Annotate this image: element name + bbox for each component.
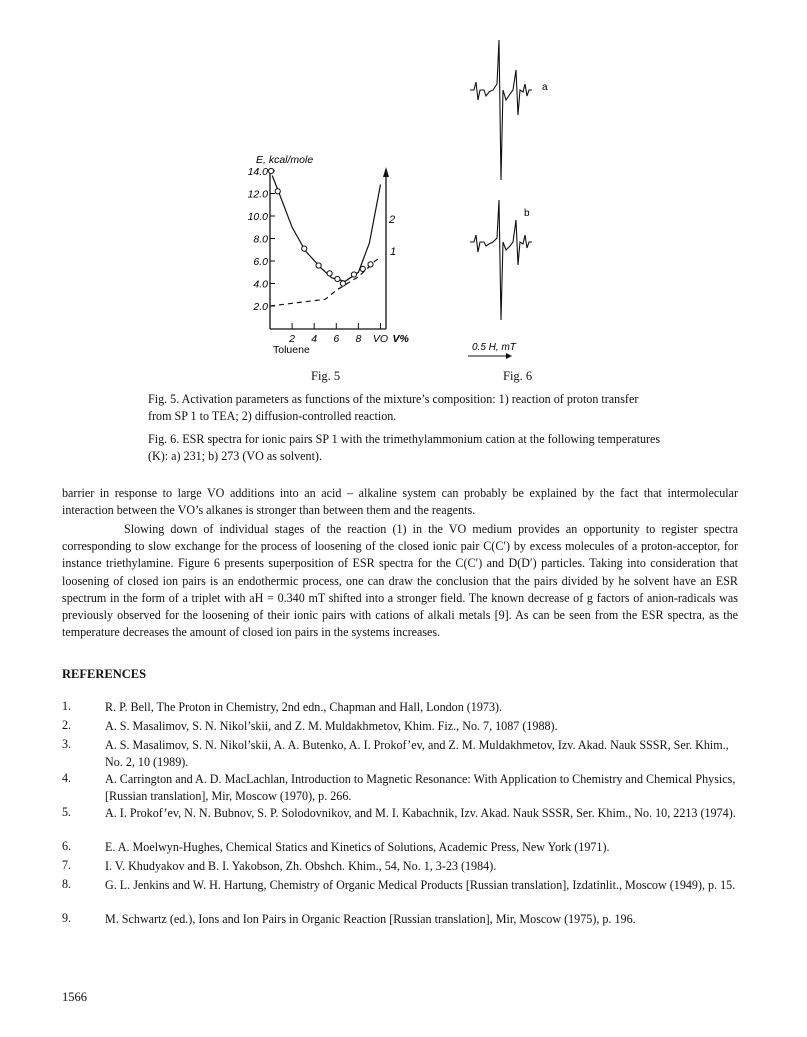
y-tick-label: 2.0: [253, 301, 268, 313]
y-axis-label: E, kcal/mole: [256, 154, 314, 166]
body-paragraph-1: barrier in response to large VO additions into an acid – alkaline system can probably be explained by the fact that intermolecular interaction between the VO’s alkanes is stronger than between them and the reagents.: [62, 486, 738, 518]
data-point-marker: [351, 272, 356, 277]
reference-item: A. I. Prokof’ev, N. N. Bubnov, S. P. Solodovnikov, and M. I. Kabachnik, Izv. Akad. Nauk SSSR, Ser. Khim., No. 10, 2213 (1974).: [105, 806, 736, 820]
y-tick-label: 10.0: [247, 211, 268, 223]
x-tick-label: 4: [311, 333, 318, 345]
figure-5-label: Fig. 5: [311, 369, 341, 383]
spectrum-label-a: a: [542, 82, 548, 93]
reference-item: G. L. Jenkins and W. H. Hartung, Chemistry of Organic Medical Products [Russian translation], Izdatinlit., Moscow (1949), p. 15.: [105, 878, 736, 892]
body-paragraph-2: Slowing down of individual stages of the reaction (1) in the VO medium provides an opportunity to register spectra corresponding to slow exchange for the process of loosening of the closed ionic pair C(C′) by excess molecules of a proton-acceptor, for instance triethylamine. Figure 6 presents superposition of ESR spectra for the C(C′) and D(D′) particles. Taking into consideration that loosening of closed ion pairs is an endothermic process, one can draw the conclusion that the pairs divided by he solvent have an ESR spectrum in the form of a triplet with aH = 0.340 mT shifted into a stronger field. The known decrease of g factors of anion-radicals was previously observed for the loosening of their ionic pairs with cations of alkali metals [9]. As can be seen from the ESR spectra, as the temperature decreases the amount of closed ion pairs in the systems increases.: [62, 522, 738, 640]
reference-item: E. A. Moelwyn-Hughes, Chemical Statics and Kinetics of Solutions, Academic Press, New York (1971).: [105, 840, 610, 854]
x-tick-label: 2: [289, 333, 296, 345]
reference-item: A. Carrington and A. D. MacLachlan, Introduction to Magnetic Resonance: With Application to Chemistry and Chemical Physics, [Russian translation], Mir, Moscow (1970), p. 266.: [105, 772, 736, 803]
spectrum-label-b: b: [524, 208, 530, 219]
data-point-marker: [275, 189, 280, 194]
esr-spectrum-b: [470, 200, 532, 320]
page-number: 1566: [62, 990, 87, 1004]
y-axis-arrow: [383, 167, 389, 177]
figure-6-caption: Fig. 6. ESR spectra for ionic pairs SP 1 with the trimethylammonium cation at the following temperatures (K): a) 231; b) 273 (VO as solvent).: [148, 432, 661, 463]
curve-2: [272, 176, 380, 282]
data-point-marker: [269, 168, 274, 173]
reference-number: 6.: [62, 839, 72, 853]
reference-item: M. Schwartz (ed.), Ions and Ion Pairs in Organic Reaction [Russian translation], Mir, Moscow (1975), p. 196.: [105, 912, 636, 926]
figure-5-chart: [240, 145, 440, 360]
reference-number: 3.: [62, 737, 72, 751]
data-point-marker: [368, 262, 373, 267]
y-tick-label: 14.0: [247, 166, 268, 178]
curve-1: [270, 258, 381, 306]
data-point-marker: [340, 281, 345, 286]
reference-number: 4.: [62, 771, 72, 785]
reference-number: 5.: [62, 805, 72, 819]
curves: [269, 168, 381, 306]
curve-label-1: 1: [390, 246, 397, 258]
data-point-marker: [302, 246, 307, 251]
references-heading: REFERENCES: [62, 667, 147, 681]
reference-item: I. V. Khudyakov and B. I. Yakobson, Zh. Obshch. Khim., 54, No. 1, 3-23 (1984).: [105, 859, 497, 873]
y-tick-label: 6.0: [253, 256, 268, 268]
scale-arrow: [506, 353, 512, 359]
reference-number: 2.: [62, 718, 72, 732]
y-tick-label: 4.0: [253, 278, 268, 291]
reference-item: R. P. Bell, The Proton in Chemistry, 2nd edn., Chapman and Hall, London (1973).: [105, 700, 503, 714]
x-tick-label: VO: [372, 333, 389, 345]
y-tick-label: 12.0: [247, 188, 268, 201]
reference-number: 8.: [62, 877, 72, 891]
data-point-marker: [335, 276, 340, 281]
reference-number: 7.: [62, 858, 72, 872]
data-point-marker: [327, 271, 332, 276]
figure-5-caption: Fig. 5. Activation parameters as functions of the mixture’s composition: 1) reaction of proton transfer from SP 1 to TEA; 2) diffusion-controlled reaction.: [148, 392, 639, 423]
reference-item: A. S. Masalimov, S. N. Nikol’skii, and Z. M. Muldakhmetov, Khim. Fiz., No. 7, 1087 (1988).: [105, 719, 558, 733]
scale-label: 0.5 H, mT: [472, 342, 516, 353]
reference-item: A. S. Masalimov, S. N. Nikol’skii, A. A. Butenko, A. I. Prokof’ev, and Z. M. Muldakhmetov, Izv. Akad. Nauk SSSR, Ser. Khim., No. 2, 10 (1989).: [105, 738, 729, 769]
y-tick-labels: [248, 166, 275, 313]
y-tick-label: 8.0: [253, 233, 268, 246]
figure-6-label: Fig. 6: [503, 369, 533, 383]
curve-label-2: 2: [389, 214, 396, 226]
x-tick-label: 6: [333, 333, 340, 345]
reference-number: 9.: [62, 911, 72, 925]
figure-6-esr-spectra: [460, 30, 570, 365]
data-point-marker: [316, 263, 321, 268]
x-axis-label-toluene: Toluene: [273, 344, 310, 356]
data-point-marker: [360, 266, 365, 271]
x-tick-label: 8: [355, 333, 362, 345]
x-unit-label: V%: [392, 333, 409, 345]
esr-spectrum-a: [470, 40, 532, 180]
x-tick-labels: [288, 323, 409, 345]
reference-number: 1.: [62, 699, 72, 713]
